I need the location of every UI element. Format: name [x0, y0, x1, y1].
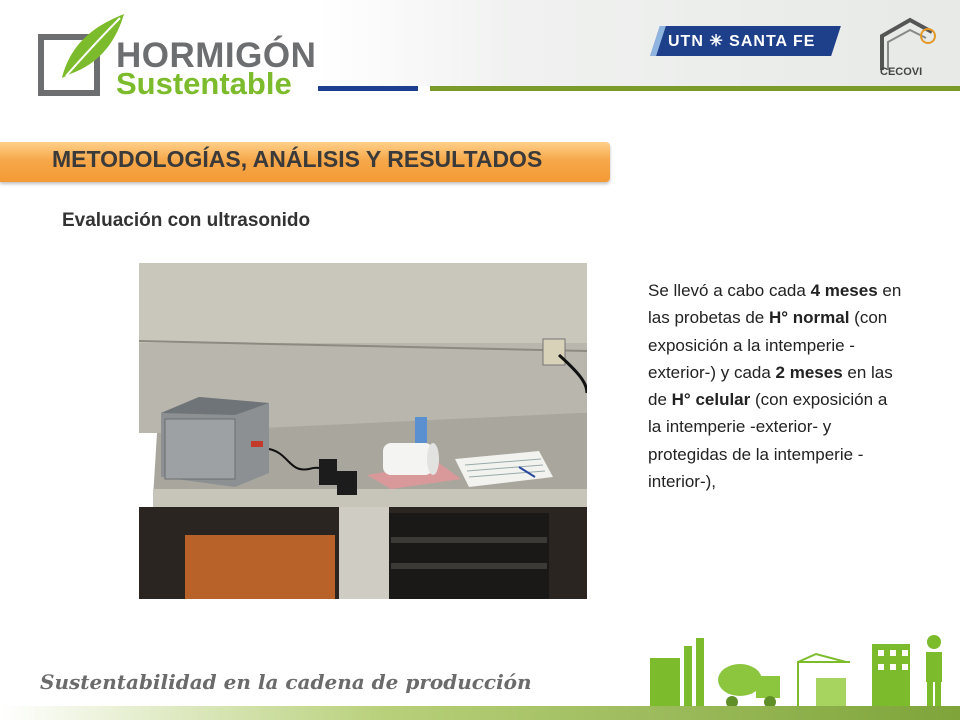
logo-title: HORMIGÓN	[116, 36, 317, 75]
body-emphasis: 2 meses	[775, 362, 843, 382]
body-text-segment: en las de	[648, 362, 893, 410]
footer-bar	[0, 706, 960, 720]
logo-subtitle: Sustentable	[116, 66, 292, 101]
cecovi-label: CECOVI	[880, 66, 923, 78]
header-divider-green	[430, 86, 960, 91]
building-icon	[872, 644, 910, 708]
factory-icon	[650, 638, 704, 708]
header-divider-blue	[318, 86, 418, 91]
header-background	[318, 0, 960, 86]
person-icon	[926, 635, 942, 708]
body-emphasis: H° normal	[768, 308, 850, 328]
body-emphasis: H° celular	[671, 390, 751, 410]
body-text-segment: (con exposición a la intemperie -exterior- y protegidas de la intemperie -interior-),	[648, 390, 888, 492]
slide-header	[0, 0, 960, 110]
crane-icon	[798, 654, 850, 708]
concrete-mixer-icon	[718, 664, 780, 708]
body-paragraph	[648, 277, 903, 495]
body-text-segment: (con exposición a la intemperie -exterior-) y cada	[648, 308, 888, 382]
body-text-segment: Se llevó a cabo cada	[648, 281, 811, 300]
production-chain-icons	[640, 628, 960, 712]
section-title: METODOLOGÍAS, ANÁLISIS Y RESULTADOS	[52, 146, 543, 172]
section-subtitle: Evaluación con ultrasonido	[62, 210, 311, 231]
lab-photo	[139, 263, 587, 599]
footer-tagline: Sustentabilidad en la cadena de producción	[40, 670, 532, 694]
body-emphasis: 4 meses	[810, 281, 878, 300]
utn-badge-label: UTN ✳ SANTA FE	[668, 33, 816, 50]
body-text-segment: en las probetas de	[648, 281, 902, 328]
